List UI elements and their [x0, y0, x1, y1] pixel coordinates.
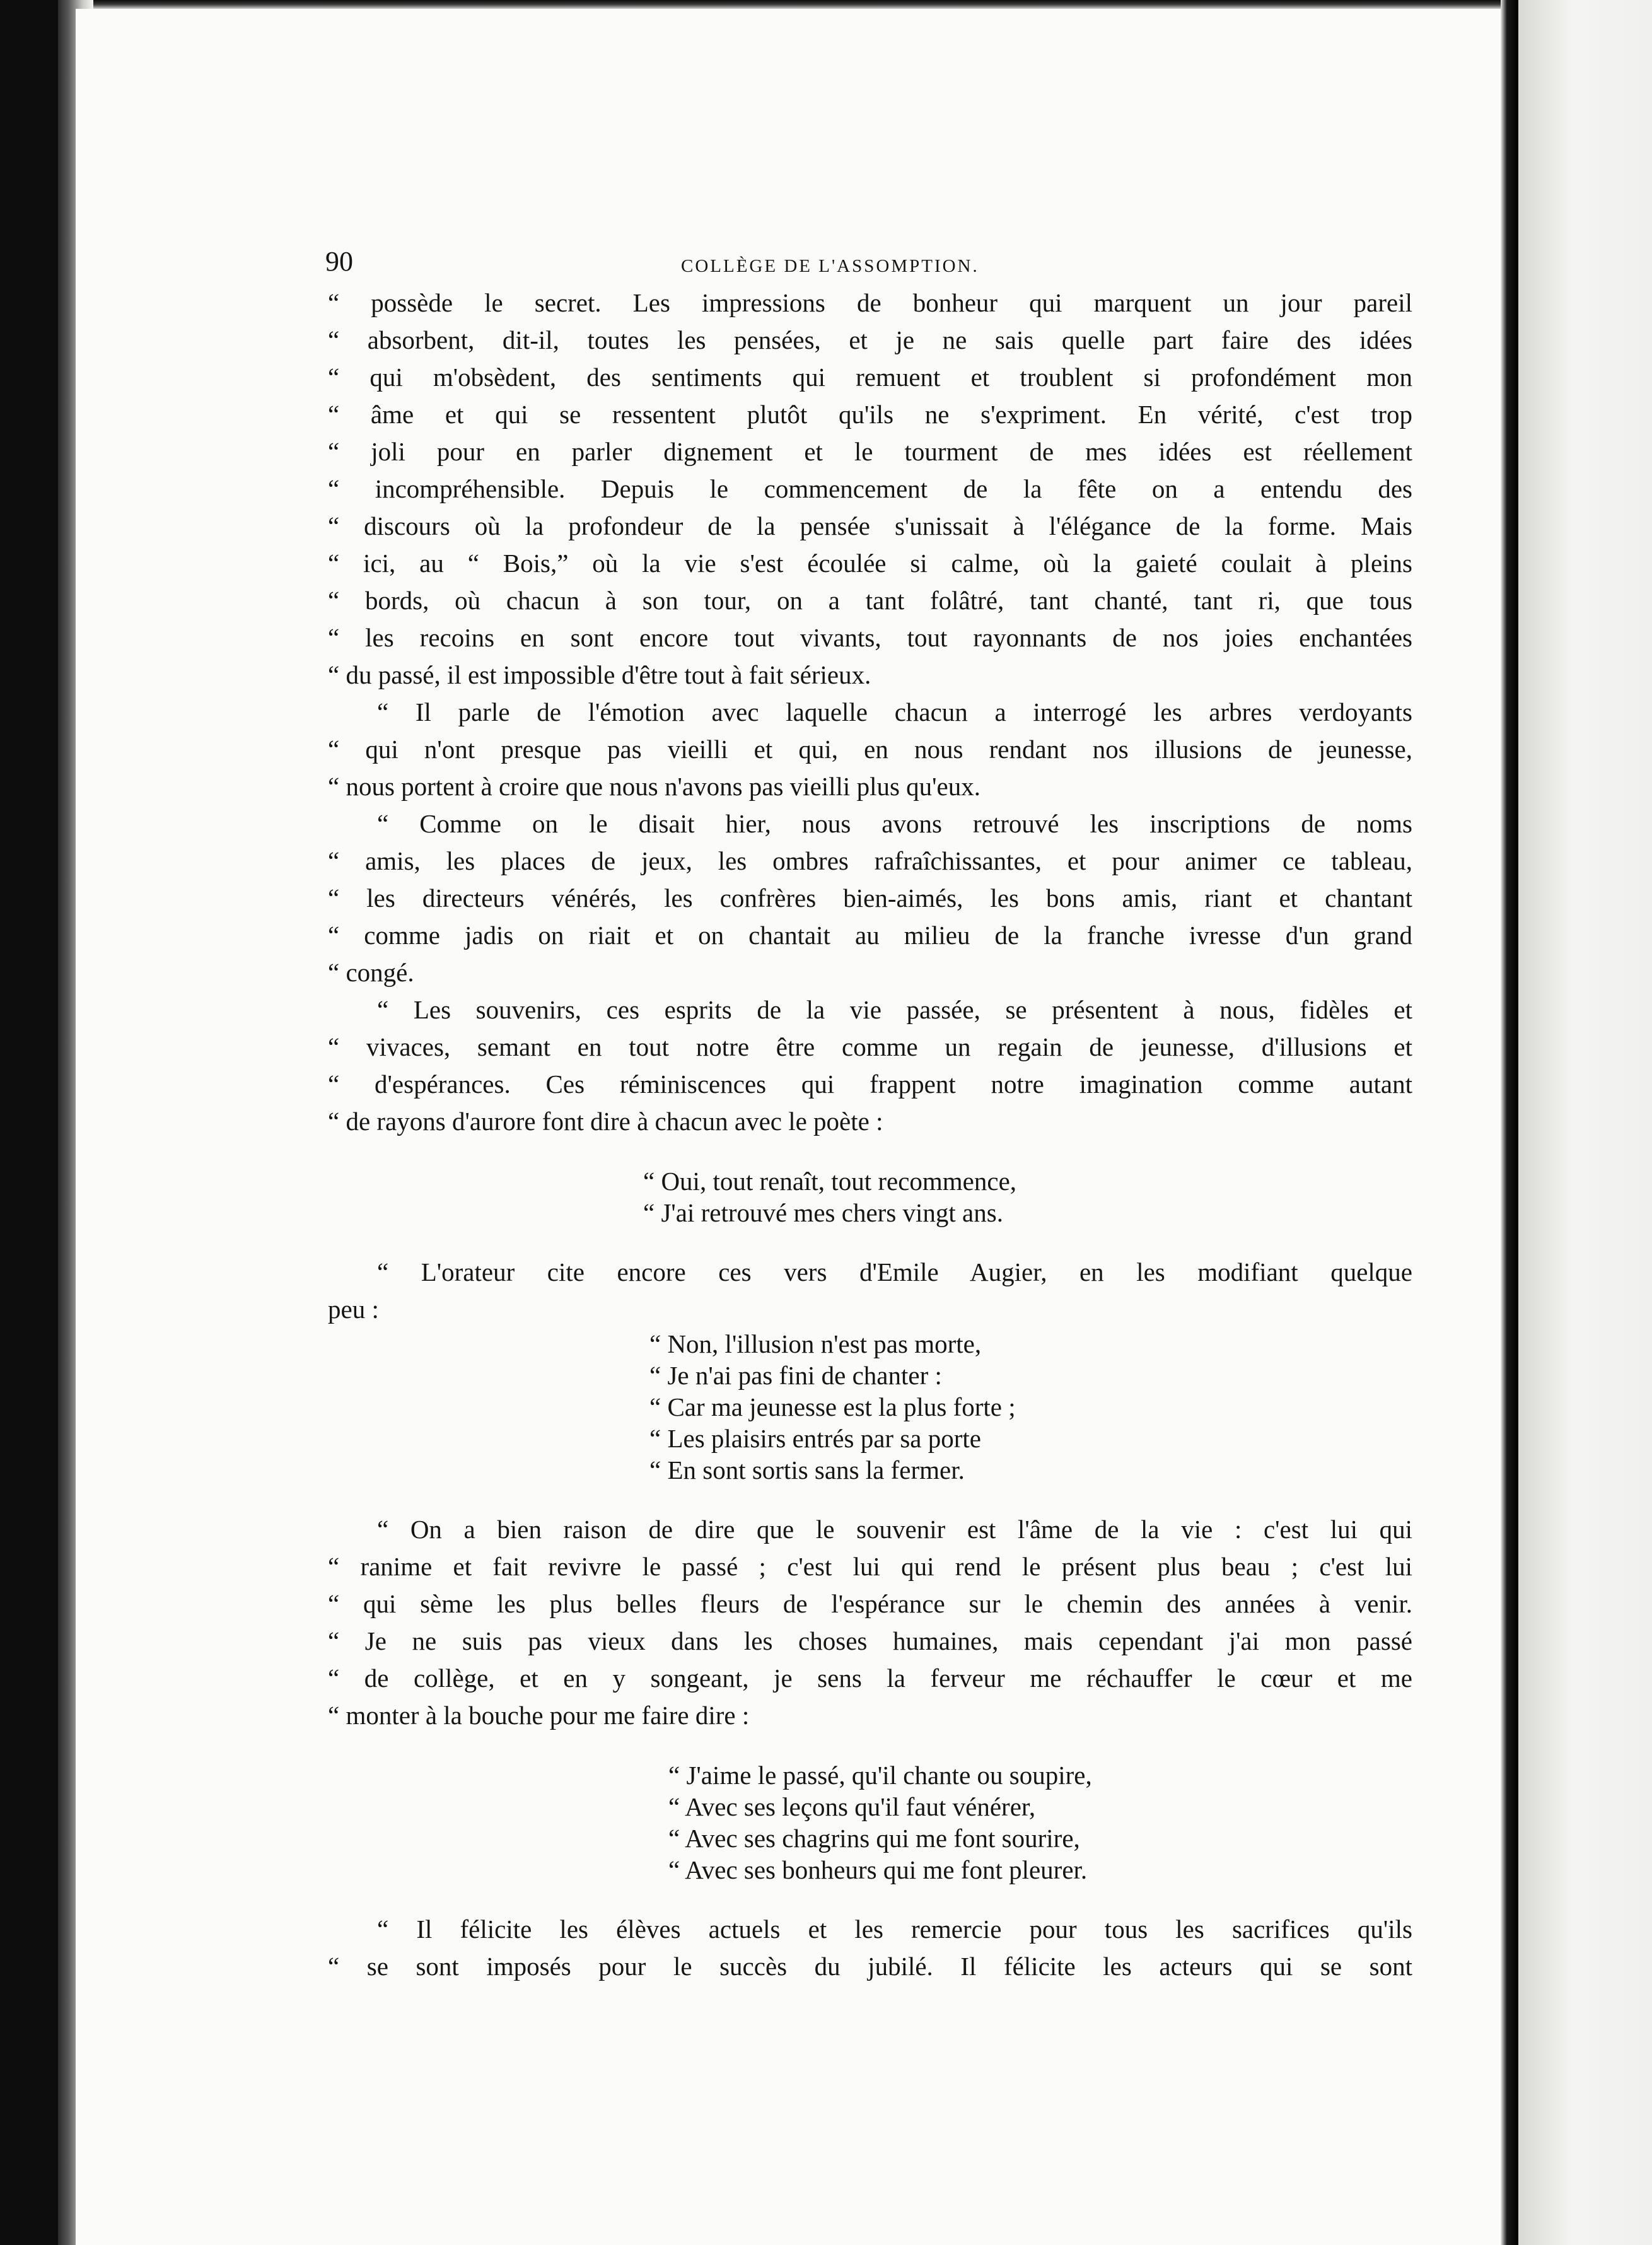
verse-line: “ J'ai retrouvé mes chers vingt ans. — [643, 1198, 1003, 1227]
paragraph-3 — [328, 805, 1412, 991]
text-line: “ discours où la profondeur de la pensée s'unissait à l'élégance de la forme. Mais — [328, 511, 1412, 540]
verse-line: “ Je n'ai pas fini de chanter : — [649, 1361, 942, 1390]
text-line: “ de rayons d'aurore font dire à chacun avec le poète : — [328, 1107, 883, 1136]
verse-quote-2 — [328, 1328, 1412, 1486]
paragraph-2 — [328, 694, 1412, 805]
verse-line: “ Non, l'illusion n'est pas morte, — [649, 1329, 982, 1358]
text-line: “ se sont imposés pour le succès du jubilé. Il félicite les acteurs qui se sont — [328, 1952, 1412, 1981]
page-number: 90 — [325, 246, 353, 277]
verse-line: “ En sont sortis sans la fermer. — [649, 1455, 965, 1484]
text-line: “ âme et qui se ressentent plutôt qu'ils ne s'expriment. En vérité, c'est trop — [328, 400, 1412, 429]
text-line: “ Il parle de l'émotion avec laquelle chacun a interrogé les arbres verdoyants — [377, 697, 1412, 726]
verse-line: “ Avec ses chagrins qui me font sourire, — [668, 1824, 1080, 1853]
text-line: “ qui sème les plus belles fleurs de l'espérance sur le chemin des années à venir. — [328, 1589, 1412, 1618]
text-line: “ qui m'obsèdent, des sentiments qui remuent et troublent si profondément mon — [328, 363, 1412, 392]
text-line: “ monter à la bouche pour me faire dire : — [328, 1701, 750, 1730]
text-line: “ les recoins en sont encore tout vivants, tout rayonnants de nos joies enchantées — [328, 623, 1412, 652]
running-head — [325, 243, 1412, 281]
text-line: “ ici, au “ Bois,” où la vie s'est écoulée si calme, où la gaieté coulait à pleins — [328, 549, 1412, 578]
text-line: “ congé. — [328, 958, 414, 987]
text-line: “ L'orateur cite encore ces vers d'Emile Augier, en les modifiant quelque — [377, 1257, 1412, 1286]
page-top-edge — [93, 0, 1506, 9]
text-line: “ nous portent à croire que nous n'avons pas vieilli plus qu'eux. — [328, 772, 981, 801]
text-line: “ joli pour en parler dignement et le tourment de mes idées est réellement — [328, 437, 1412, 466]
text-line: “ comme jadis on riait et on chantait au milieu de la franche ivresse d'un grand — [328, 921, 1412, 950]
page-content — [325, 243, 1412, 1985]
text-line: “ du passé, il est impossible d'être tout à fait sérieux. — [328, 660, 871, 689]
text-line: “ Comme on le disait hier, nous avons retrouvé les inscriptions de noms — [377, 809, 1412, 838]
text-line: “ absorbent, dit-il, toutes les pensées, et je ne sais quelle part faire des idées — [328, 325, 1412, 354]
text-line: “ possède le secret. Les impressions de bonheur qui marquent un jour pareil — [328, 288, 1412, 317]
text-line: “ On a bien raison de dire que le souvenir est l'âme de la vie : c'est lui qui — [377, 1515, 1412, 1544]
text-line: “ Je ne suis pas vieux dans les choses humaines, mais cependant j'ai mon passé — [328, 1626, 1412, 1655]
paragraph-7 — [328, 1911, 1412, 1985]
text-line: “ qui n'ont presque pas vieilli et qui, en nous rendant nos illusions de jeunesse, — [328, 735, 1412, 764]
text-line: “ de collège, et en y songeant, je sens la ferveur me réchauffer le cœur et me — [328, 1664, 1412, 1693]
text-line: “ incompréhensible. Depuis le commencement de la fête on a entendu des — [328, 474, 1412, 503]
verse-line: “ Avec ses leçons qu'il faut vénérer, — [668, 1792, 1036, 1821]
text-line: “ les directeurs vénérés, les confrères bien-aimés, les bons amis, riant et chantant — [328, 883, 1412, 913]
text-line: “ Les souvenirs, ces esprits de la vie passée, se présentent à nous, fidèles et — [377, 995, 1412, 1024]
verse-line: “ J'aime le passé, qu'il chante ou soupire, — [668, 1761, 1092, 1790]
text-line: “ Il félicite les élèves actuels et les remercie pour tous les sacrifices qu'ils — [377, 1915, 1412, 1944]
verse-line: “ Les plaisirs entrés par sa porte — [649, 1424, 981, 1453]
paragraph-6 — [328, 1511, 1412, 1734]
text-line: “ bords, où chacun à son tour, on a tant folâtré, tant chanté, tant ri, que tous — [328, 586, 1412, 615]
paragraph-5 — [328, 1254, 1412, 1328]
facing-page-strip — [1518, 0, 1652, 2245]
paragraph-4 — [328, 991, 1412, 1140]
text-line: “ amis, les places de jeux, les ombres rafraîchissantes, et pour animer ce tableau, — [328, 846, 1412, 875]
page-binding-edge — [1501, 0, 1518, 2245]
verse-line: “ Car ma jeunesse est la plus forte ; — [649, 1392, 1016, 1421]
text-line: peu : — [328, 1295, 379, 1324]
text-line: “ vivaces, semant en tout notre être comme un regain de jeunesse, d'illusions et — [328, 1032, 1412, 1061]
verse-line: “ Oui, tout renaît, tout recommence, — [643, 1167, 1017, 1196]
running-title: COLLÈGE DE L'ASSOMPTION. — [681, 256, 979, 276]
text-line: “ ranime et fait revivre le passé ; c'est lui qui rend le présent plus beau ; c'est lui — [328, 1552, 1412, 1581]
text-line: “ d'espérances. Ces réminiscences qui frappent notre imagination comme autant — [328, 1070, 1412, 1099]
verse-quote-3 — [328, 1759, 1412, 1886]
verse-quote-1 — [328, 1165, 1412, 1228]
verse-line: “ Avec ses bonheurs qui me font pleurer. — [668, 1855, 1088, 1884]
paragraph-1 — [328, 284, 1412, 694]
